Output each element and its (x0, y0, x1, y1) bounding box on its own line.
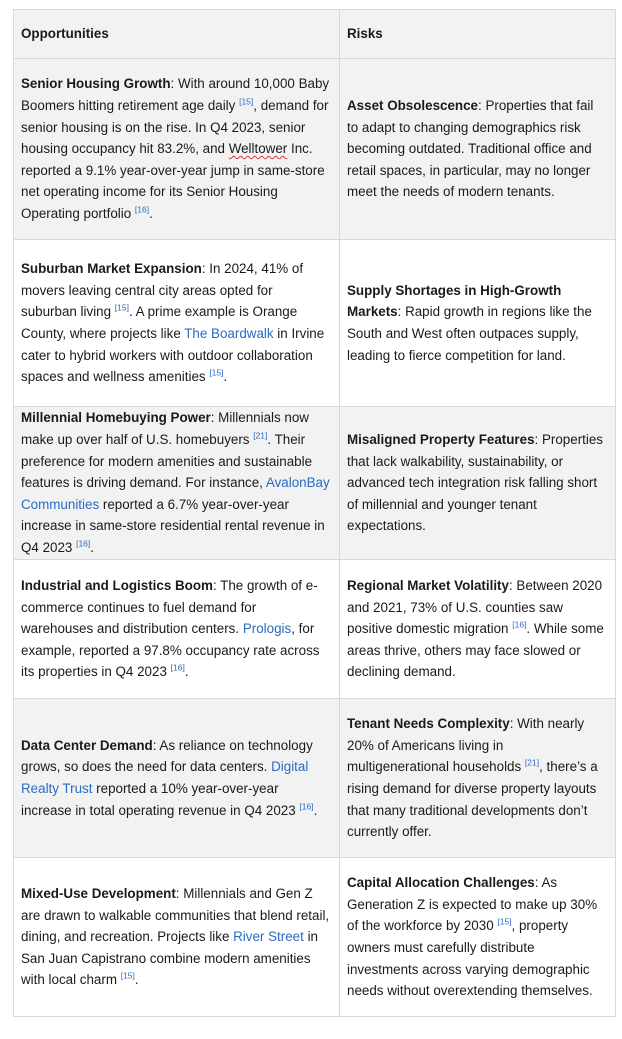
opportunity-cell: Senior Housing Growth: With around 10,000 Baby Boomers hitting retirement age daily [15], demand for senior housing is on the rise. In Q4 2023, senior housing occupancy hit 83.2%, and Welltower Inc. reported a 9.1% year-over-year jump in same-store net operating income for its Senior Housing Operating portfolio [16]. (14, 59, 340, 240)
risk-title: Capital Allocation Challenges (347, 875, 535, 891)
header-opportunities: Opportunities (14, 10, 340, 59)
citation[interactable]: [16] (299, 801, 314, 812)
risk-title: Misaligned Property Features (347, 432, 535, 448)
opportunity-cell: Suburban Market Expansion: In 2024, 41% of movers leaving central city areas opted for suburban living [15]. A prime example is Orange County, where projects like The Boardwalk in Irvine cater to hybrid workers with outdoor collaboration spaces and wellness amenities [15]. (14, 240, 340, 407)
opportunity-cell: Mixed-Use Development: Millennials and Gen Z are drawn to walkable communities that blend retail, dining, and recreation. Projects like River Street in San Juan Capistrano combine modern amenities with local charm [15]. (14, 858, 340, 1017)
risk-cell: Supply Shortages in High-Growth Markets: Rapid growth in regions like the South and West often outpaces supply, leading to fierce competition for land. (340, 240, 616, 407)
table-row (14, 240, 616, 407)
table-row (14, 407, 616, 560)
opportunity-title: Industrial and Logistics Boom (21, 578, 213, 594)
opportunity-title: Millennial Homebuying Power (21, 410, 211, 426)
link-digital-realty-trust[interactable]: Digital Realty Trust (21, 759, 309, 796)
header-row (14, 10, 616, 59)
citation[interactable]: [21] (524, 757, 540, 768)
opportunity-title: Data Center Demand (21, 737, 153, 753)
risk-cell: Regional Market Volatility: Between 2020 and 2021, 73% of U.S. counties saw positive domestic migration [16]. While some areas thrive, others may face slowed or declining demand. (340, 560, 616, 699)
citation[interactable]: [15] (497, 916, 512, 927)
risk-title: Supply Shortages in High-Growth Markets (347, 282, 562, 320)
spellcheck-word: Welltower (228, 141, 288, 157)
risk-title: Regional Market Volatility (347, 578, 509, 594)
risk-cell: Tenant Needs Complexity: With nearly 20% of Americans living in multigenerational households [21], there’s a rising demand for diverse property layouts that many traditional developments don’t currently offer. (340, 699, 616, 858)
citation[interactable]: [16] (512, 619, 527, 630)
opportunity-cell: Industrial and Logistics Boom: The growth of e-commerce continues to fuel demand for warehouses and distribution centers. Prologis, for example, reported a 97.8% occupancy rate across its properties in Q4 2023 [16]. (14, 560, 340, 699)
link-river-street[interactable]: River Street (233, 929, 304, 945)
risk-cell: Capital Allocation Challenges: As Generation Z is expected to make up 30% of the workforce by 2030 [15], property owners must carefully distribute investments across varying demographic needs without overextending themselves. (340, 858, 616, 1017)
opportunity-cell: Data Center Demand: As reliance on technology grows, so does the need for data centers. Digital Realty Trust reported a 10% year-over-year increase in total operating revenue in Q4 2023 [16]. (14, 699, 340, 858)
citation[interactable]: [15] (209, 367, 224, 378)
link-avalonbay-communities[interactable]: AvalonBay Communities (21, 475, 330, 512)
table-row (14, 858, 616, 1017)
opportunity-title: Suburban Market Expansion (21, 261, 202, 277)
link-the-boardwalk[interactable]: The Boardwalk (184, 326, 274, 341)
link-prologis[interactable]: Prologis (242, 621, 292, 637)
comparison-table (13, 9, 616, 1017)
table-row (14, 59, 616, 240)
citation[interactable]: [16] (170, 662, 185, 673)
risk-title: Asset Obsolescence (347, 98, 478, 114)
risk-cell: Misaligned Property Features: Properties that lack walkability, sustainability, or advanced tech integration risk falling short of millennial and younger tenant expectations. (340, 407, 616, 560)
opportunity-cell: Millennial Homebuying Power: Millennials now make up over half of U.S. homebuyers [21]. Their preference for modern amenities and sustainable features is driving demand. For instance, AvalonBay Communities reported a 6.7% year-over-year increase in same-store residential rental revenue in Q4 2023 [16]. (14, 407, 340, 560)
header-risks: Risks (340, 10, 616, 59)
table-row (14, 699, 616, 858)
opportunity-title: Senior Housing Growth (21, 76, 171, 92)
citation[interactable]: [15] (239, 96, 254, 107)
table-row (14, 560, 616, 699)
citation[interactable]: [15] (114, 302, 129, 313)
citation[interactable]: [21] (253, 430, 268, 441)
risk-cell: Asset Obsolescence: Properties that fail to adapt to changing demographics risk becoming outdated. Traditional office and retail spaces, in particular, may no longer meet the needs of modern tenants. (340, 59, 616, 240)
citation[interactable]: [16] (134, 204, 150, 215)
risk-title: Tenant Needs Complexity (347, 716, 510, 732)
opportunity-title: Mixed-Use Development (21, 886, 176, 902)
citation[interactable]: [15] (120, 970, 135, 981)
citation[interactable]: [16] (76, 538, 91, 549)
